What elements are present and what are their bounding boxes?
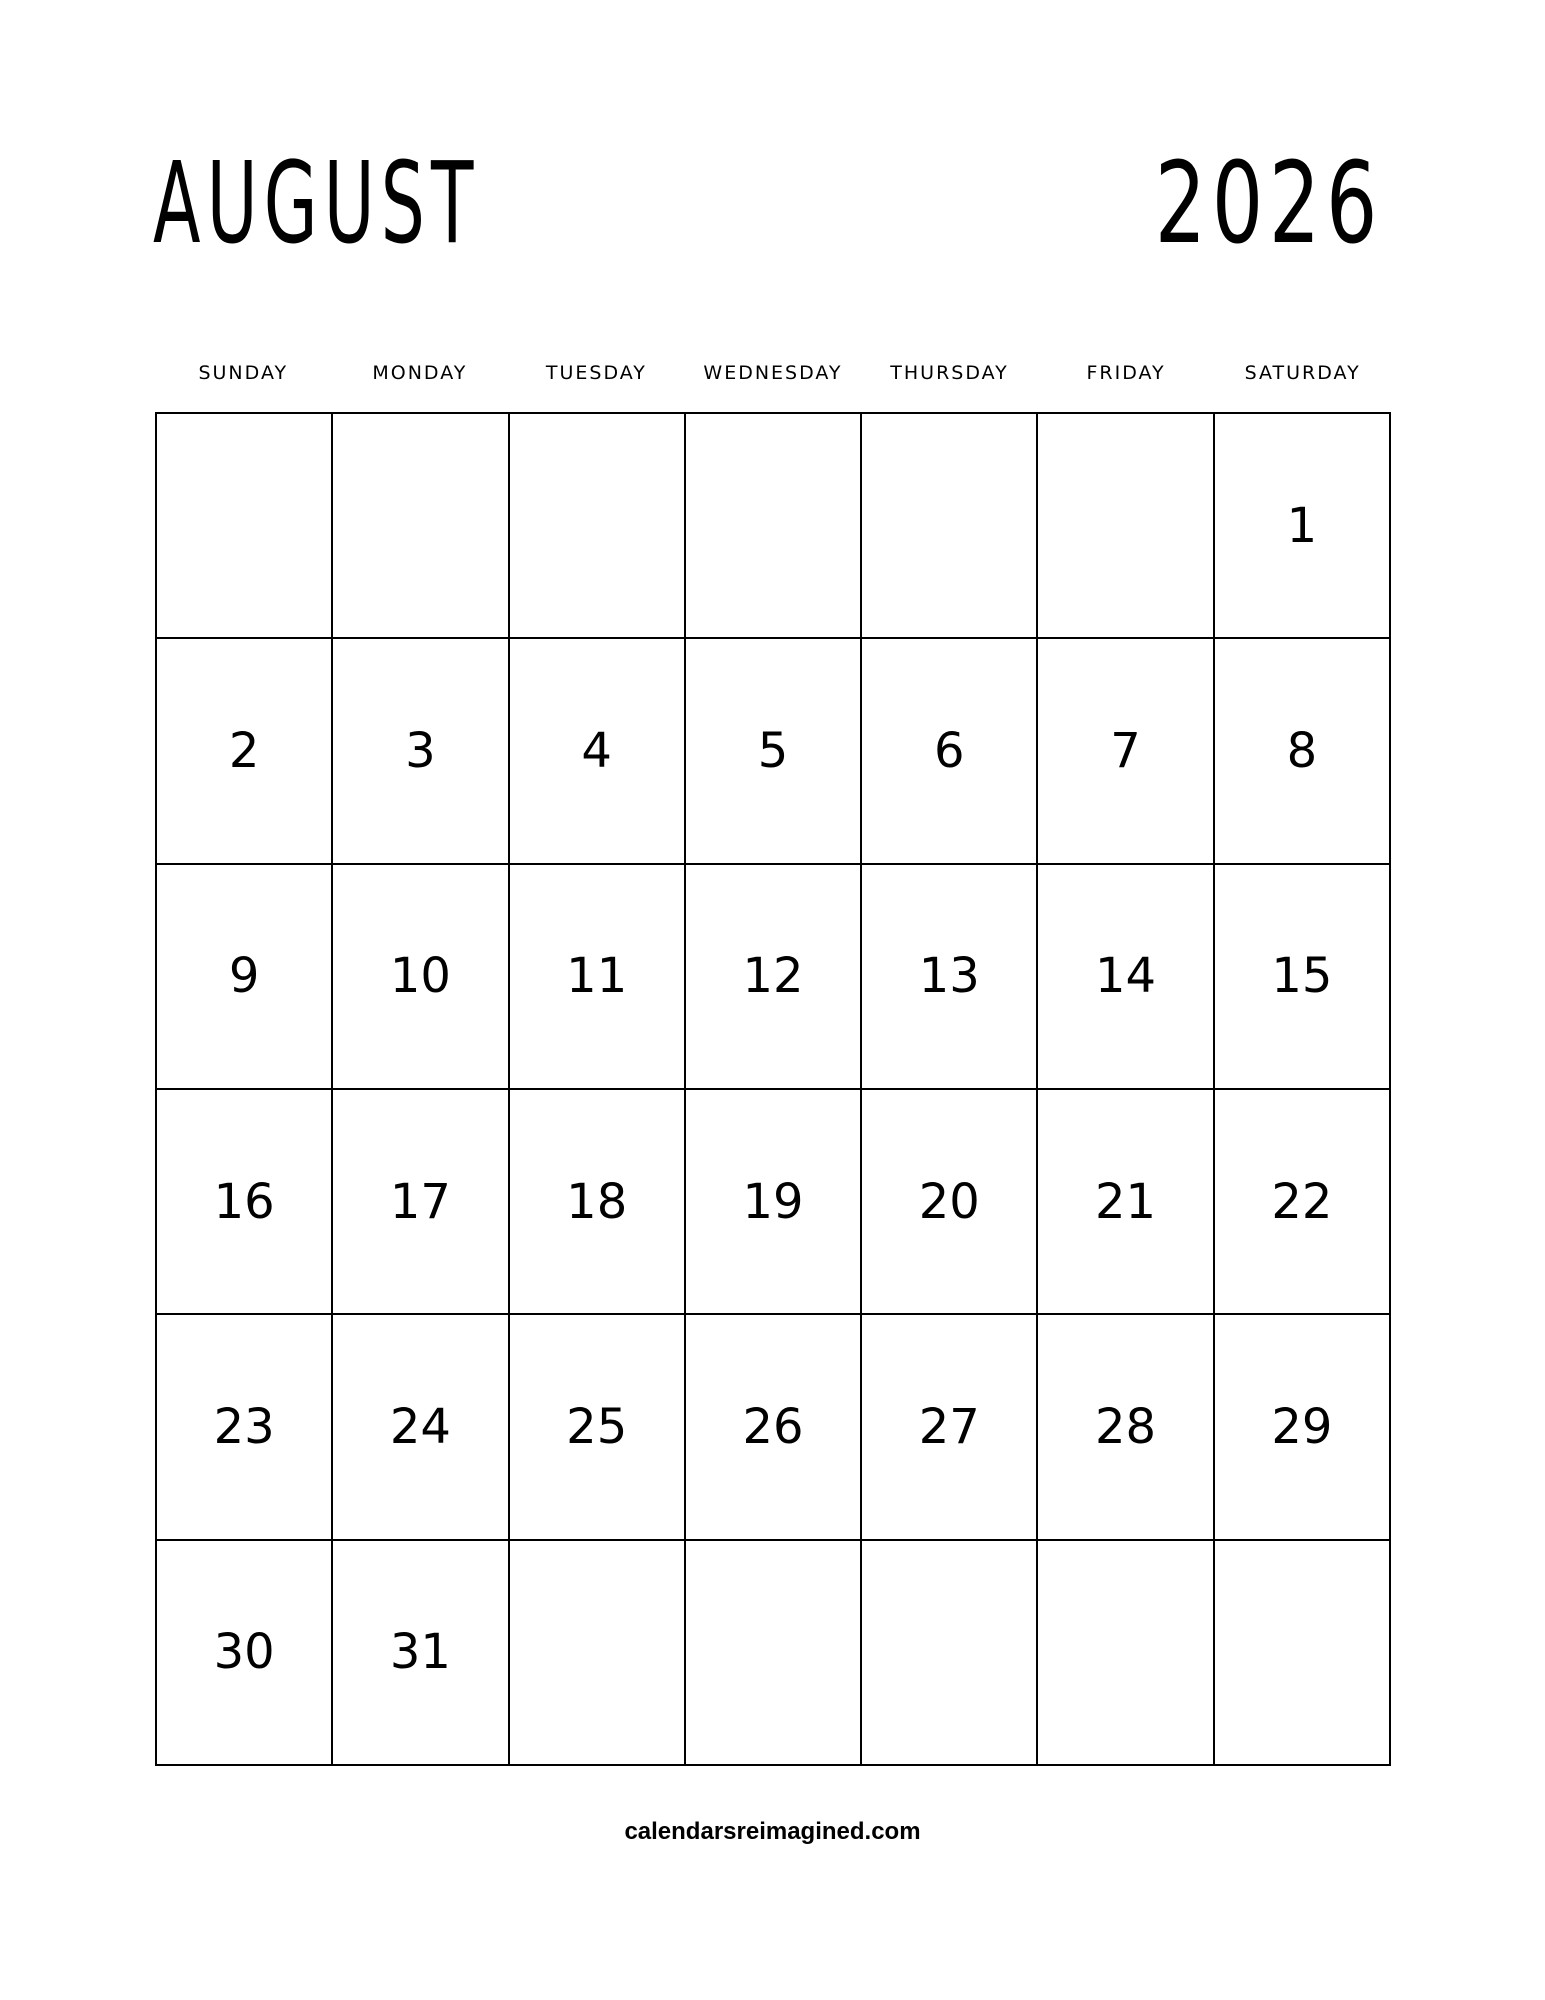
day-cell: 8	[1215, 639, 1391, 864]
day-cell: 4	[510, 639, 686, 864]
day-cell: 5	[686, 639, 862, 864]
day-cell: 19	[686, 1090, 862, 1315]
weekday-thursday: THURSDAY	[890, 362, 1009, 384]
day-cell	[510, 1541, 686, 1766]
day-cell: 7	[1038, 639, 1214, 864]
day-cell: 11	[510, 865, 686, 1090]
day-cell: 9	[157, 865, 333, 1090]
day-cell: 13	[862, 865, 1038, 1090]
day-cell: 6	[862, 639, 1038, 864]
day-cell	[510, 414, 686, 639]
month-title: AUGUST	[153, 139, 480, 269]
weekday-monday: MONDAY	[372, 362, 468, 384]
day-cell	[862, 1541, 1038, 1766]
day-cell: 30	[157, 1541, 333, 1766]
day-cell: 15	[1215, 865, 1391, 1090]
day-cell: 14	[1038, 865, 1214, 1090]
weekday-friday: FRIDAY	[1086, 362, 1166, 384]
day-cell: 28	[1038, 1315, 1214, 1540]
day-cell: 1	[1215, 414, 1391, 639]
day-cell: 23	[157, 1315, 333, 1540]
day-cell: 31	[333, 1541, 509, 1766]
weekday-wednesday: WEDNESDAY	[703, 362, 843, 384]
day-cell: 21	[1038, 1090, 1214, 1315]
day-cell: 27	[862, 1315, 1038, 1540]
day-cell: 12	[686, 865, 862, 1090]
day-cell: 3	[333, 639, 509, 864]
day-cell	[686, 414, 862, 639]
day-cell: 22	[1215, 1090, 1391, 1315]
footer-website: calendarsreimagined.com	[624, 1818, 921, 1845]
day-cell	[157, 414, 333, 639]
day-cell: 17	[333, 1090, 509, 1315]
day-cell: 2	[157, 639, 333, 864]
day-cell: 18	[510, 1090, 686, 1315]
day-cell: 29	[1215, 1315, 1391, 1540]
year-title: 2026	[1154, 139, 1383, 269]
day-cell	[333, 414, 509, 639]
calendar-grid	[155, 412, 1391, 1766]
day-cell	[1038, 414, 1214, 639]
day-cell: 24	[333, 1315, 509, 1540]
weekday-tuesday: TUESDAY	[545, 362, 647, 384]
weekday-header-row	[155, 362, 1391, 384]
day-cell	[1038, 1541, 1214, 1766]
day-cell	[1215, 1541, 1391, 1766]
day-cell: 10	[333, 865, 509, 1090]
weekday-saturday: SATURDAY	[1244, 362, 1361, 384]
day-cell: 26	[686, 1315, 862, 1540]
day-cell	[686, 1541, 862, 1766]
day-cell: 16	[157, 1090, 333, 1315]
day-cell: 20	[862, 1090, 1038, 1315]
weekday-sunday: SUNDAY	[198, 362, 289, 384]
day-cell: 25	[510, 1315, 686, 1540]
day-cell	[862, 414, 1038, 639]
